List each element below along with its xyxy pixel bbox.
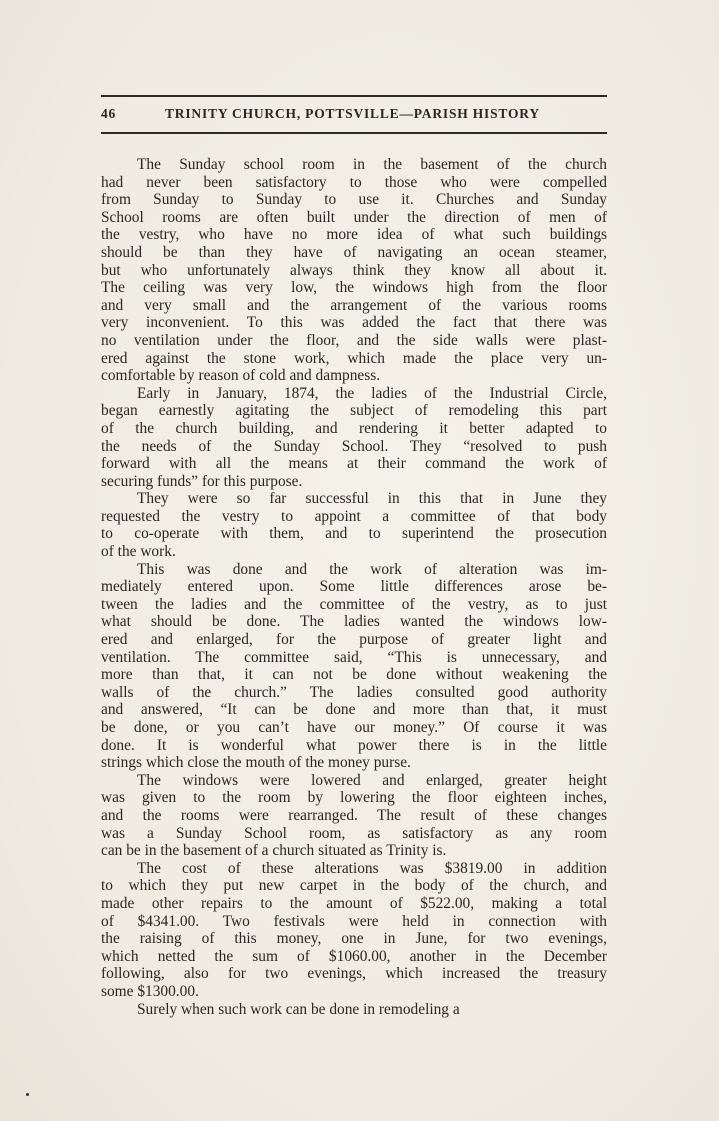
text-line: requested the vestry to appoint a committee of that body	[101, 507, 607, 525]
text-line: was given to the room by lowering the floor eighteen inches,	[101, 789, 607, 807]
text-line: began earnestly agitating the subject of remodeling this part	[101, 402, 607, 420]
text-line: ered against the stone work, which made the place very un-	[101, 349, 607, 367]
text-line: was a Sunday School room, as satisfactory as any room	[101, 824, 607, 842]
text-line: of the church building, and rendering it better adapted to	[101, 419, 607, 437]
text-line: comfortable by reason of cold and dampness.	[101, 367, 381, 385]
text-line: of the work.	[101, 543, 176, 561]
text-line: more than that, it can not be done without weakening the	[101, 666, 607, 684]
paragraph	[101, 490, 607, 560]
running-header	[101, 106, 607, 126]
text-line: ered and enlarged, for the purpose of greater light and	[101, 631, 607, 649]
text-line: securing funds” for this purpose.	[101, 472, 303, 490]
text-line: The Sunday school room in the basement of the church	[137, 156, 607, 173]
paragraph	[101, 385, 607, 491]
text-line: be done, or you can’t have our money.” Of course it was	[101, 719, 607, 736]
text-line: mediately entered upon. Some little differences arose be-	[101, 578, 607, 596]
text-line: no ventilation under the floor, and the side walls were plast-	[101, 331, 607, 349]
text-line: of $4341.00. Two festivals were held in connection with	[101, 912, 607, 930]
text-line: what should be done. The ladies wanted the windows low-	[101, 613, 607, 631]
header-rule-bottom	[101, 132, 607, 134]
text-line: and very small and the arrangement of the various rooms	[101, 296, 607, 314]
paragraph	[101, 561, 607, 772]
text-line: tween the ladies and the committee of the vestry, as to just	[101, 595, 607, 613]
text-line: the needs of the Sunday School. They “resolved to push	[101, 437, 607, 455]
text-line: following, also for two evenings, which increased the treasury	[101, 965, 607, 983]
running-title: TRINITY CHURCH, POTTSVILLE—PARISH HISTORY	[165, 106, 540, 121]
text-line: to which they put new carpet in the body of the church, and	[101, 877, 607, 895]
text-line: some $1300.00.	[101, 982, 199, 1000]
text-line: but who unfortunately always think they know all about it.	[101, 261, 607, 279]
text-line: strings which close the mouth of the money purse.	[101, 754, 411, 772]
text-line: School rooms are often built under the direction of men of	[101, 208, 607, 226]
paragraph	[101, 772, 607, 860]
text-line: walls of the church.” The ladies consulted good authority	[101, 683, 607, 701]
body-text	[101, 156, 607, 1018]
text-line: Early in January, 1874, the ladies of the Industrial Circle,	[137, 384, 607, 402]
text-line: This was done and the work of alteration was im-	[137, 560, 607, 578]
text-line: and answered, “It can be done and more than that, it must	[101, 701, 607, 719]
text-line: The cost of these alterations was $3819.00 in addition	[137, 859, 607, 877]
text-line: The windows were lowered and enlarged, greater height	[137, 771, 607, 789]
text-line: to co-operate with them, and to superintend the prosecution	[101, 525, 607, 543]
text-line: can be in the basement of a church situated as Trinity is.	[101, 842, 447, 860]
text-line: The ceiling was very low, the windows high from the floor	[101, 279, 607, 297]
text-line: the vestry, who have no more idea of what such buildings	[101, 226, 607, 244]
paper-speck	[26, 1093, 29, 1096]
paragraph	[101, 156, 607, 385]
text-line: had never been satisfactory to those who were compelled	[101, 173, 607, 191]
text-line: and the rooms were rearranged. The result of these changes	[101, 806, 607, 824]
text-line: done. It is wonderful what power there is in the little	[101, 736, 607, 754]
text-line: the raising of this money, one in June, for two evenings,	[101, 930, 607, 948]
paragraph	[101, 1001, 607, 1019]
text-line: Surely when such work can be done in remodeling a	[137, 1000, 460, 1018]
text-line: They were so far successful in this that in June they	[137, 490, 607, 508]
text-line: ventilation. The committee said, “This is unnecessary, and	[101, 648, 607, 666]
text-line: made other repairs to the amount of $522.00, making a total	[101, 894, 607, 912]
text-line: forward with all the means at their command the work of	[101, 455, 607, 473]
header-rule-top	[101, 95, 607, 97]
text-line: should be than they have of navigating an ocean steamer,	[101, 243, 607, 261]
text-line: from Sunday to Sunday to use it. Churches and Sunday	[101, 191, 607, 209]
paragraph	[101, 860, 607, 1001]
text-line: very inconvenient. To this was added the fact that there was	[101, 314, 607, 332]
text-line: which netted the sum of $1060.00, another in the December	[101, 947, 607, 965]
page-number: 46	[101, 106, 117, 121]
